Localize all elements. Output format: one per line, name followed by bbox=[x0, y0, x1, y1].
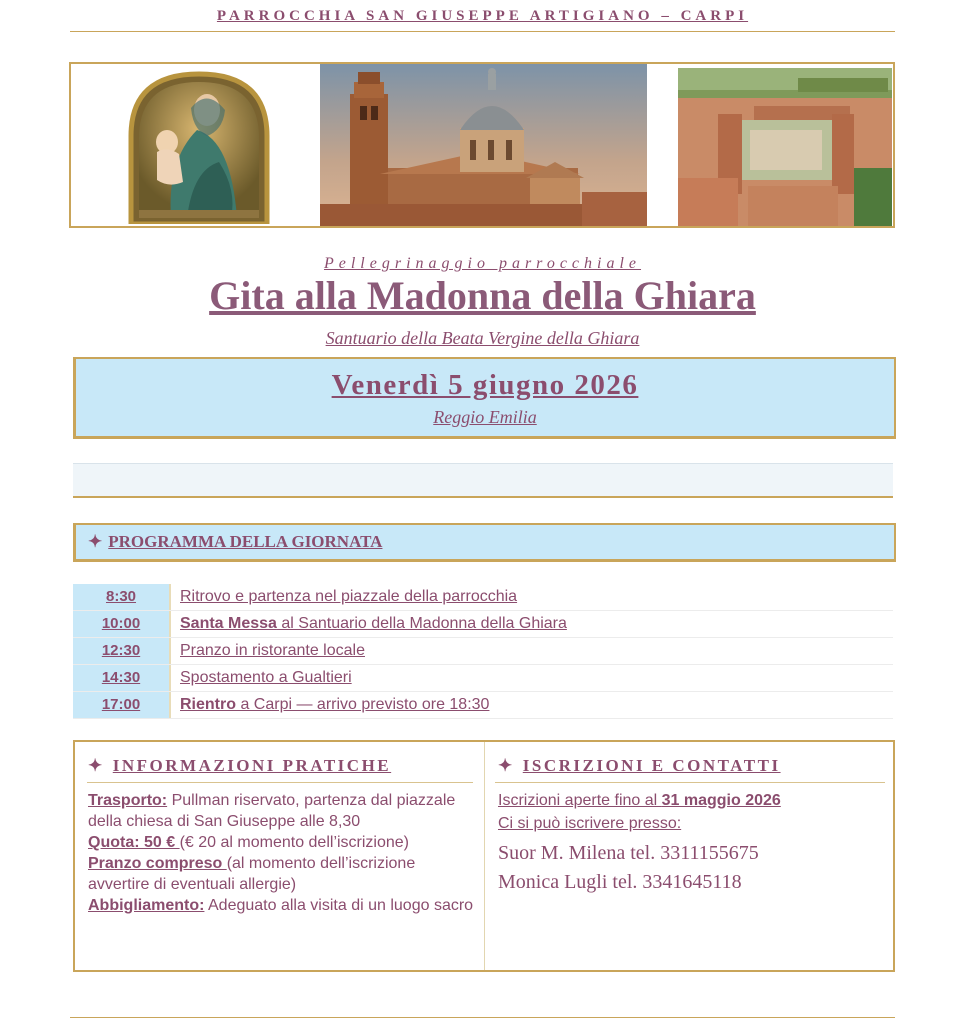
deadline-text: Iscrizioni aperte fino al bbox=[498, 792, 662, 809]
star-icon: ✦ bbox=[498, 756, 515, 775]
schedule-separator bbox=[169, 638, 171, 664]
schedule-text: al Santuario della Madonna della Ghiara bbox=[276, 615, 567, 632]
schedule-text: Spostamento a Gualtieri bbox=[180, 669, 352, 686]
dress-label: Abbigliamento: bbox=[88, 897, 205, 914]
schedule-time: 10:00 bbox=[73, 611, 169, 637]
header-divider bbox=[70, 31, 895, 32]
footer-divider bbox=[70, 1017, 895, 1018]
schedule-separator bbox=[169, 665, 171, 691]
info-box bbox=[73, 740, 895, 972]
program-heading bbox=[73, 523, 896, 562]
column-divider bbox=[484, 742, 485, 970]
schedule-separator bbox=[169, 692, 171, 718]
info-heading-rule bbox=[87, 782, 473, 783]
event-kind-subtitle: Pellegrinaggio parrocchiale bbox=[323, 255, 642, 272]
schedule-separator bbox=[169, 584, 171, 610]
dress-text: Adeguato alla visita di un luogo sacro bbox=[204, 897, 474, 914]
schedule-time: 8:30 bbox=[73, 584, 169, 610]
lunch-text: (al momento dell’iscrizione avvertire di eventuali allergie) bbox=[88, 855, 416, 893]
transport-info bbox=[88, 790, 476, 832]
schedule-time: 17:00 bbox=[73, 692, 169, 718]
registration-info bbox=[498, 790, 888, 834]
schedule-row bbox=[73, 665, 893, 692]
event-date: Venerdì 5 giugno 2026 bbox=[331, 369, 639, 401]
where-info: Ci si può iscrivere presso: bbox=[498, 815, 682, 832]
schedule-description bbox=[180, 692, 489, 718]
star-icon: ✦ bbox=[88, 756, 105, 775]
info-heading-label: INFORMAZIONI PRATICHE bbox=[112, 756, 392, 775]
spacer-band bbox=[73, 463, 893, 498]
schedule-text: Ritrovo e partenza nel piazzale della parrocchia bbox=[180, 588, 518, 605]
sanctuary-subtitle: Santuario della Beata Vergine della Ghiara bbox=[325, 328, 640, 348]
schedule-description bbox=[180, 611, 567, 637]
schedule-bold-text: Santa Messa bbox=[180, 615, 277, 632]
contacts-heading bbox=[498, 756, 781, 776]
schedule-description bbox=[180, 584, 517, 610]
schedule-description bbox=[180, 638, 365, 664]
photo-banner bbox=[69, 62, 895, 228]
schedule-row bbox=[73, 692, 893, 719]
parish-name: PARROCCHIA SAN GIUSEPPE ARTIGIANO – CARPI bbox=[216, 8, 749, 24]
lunch-label: Pranzo compreso bbox=[88, 855, 227, 872]
schedule-text: a Carpi — arrivo previsto ore 18:30 bbox=[236, 696, 490, 713]
contact-person: Monica Lugli tel. 3341645118 bbox=[498, 871, 742, 893]
schedule-description bbox=[180, 665, 352, 691]
contacts-heading-label: ISCRIZIONI E CONTATTI bbox=[522, 756, 781, 775]
event-place: Reggio Emilia bbox=[433, 407, 537, 427]
info-heading bbox=[88, 756, 391, 776]
date-box bbox=[73, 357, 896, 439]
fee-text: (€ 20 al momento dell’iscrizione) bbox=[179, 834, 410, 851]
transport-label: Trasporto: bbox=[88, 792, 168, 809]
schedule-bold-text: Rientro bbox=[180, 696, 236, 713]
aerial-view-photo bbox=[678, 68, 892, 226]
star-icon: ✦ bbox=[88, 532, 103, 551]
contacts-heading-rule bbox=[495, 782, 885, 783]
dress-info bbox=[88, 895, 476, 916]
schedule-separator bbox=[169, 611, 171, 637]
schedule-time: 14:30 bbox=[73, 665, 169, 691]
schedule-table bbox=[73, 584, 893, 719]
program-heading-label: PROGRAMMA DELLA GIORNATA bbox=[108, 532, 383, 551]
schedule-row bbox=[73, 611, 893, 638]
event-title: Gita alla Madonna della Ghiara bbox=[209, 273, 756, 318]
deadline-date: 31 maggio 2026 bbox=[661, 792, 781, 809]
fee-label: Quota: 50 € bbox=[88, 834, 180, 851]
schedule-row bbox=[73, 638, 893, 665]
basilica-photo bbox=[320, 64, 647, 226]
madonna-painting-image bbox=[127, 70, 271, 224]
schedule-text: Pranzo in ristorante locale bbox=[180, 642, 365, 659]
schedule-row bbox=[73, 584, 893, 611]
lunch-info bbox=[88, 853, 476, 895]
transport-text: Pullman riservato, partenza dal piazzale della chiesa di San Giuseppe alle 8,30 bbox=[88, 792, 456, 830]
fee-info bbox=[88, 832, 476, 853]
practical-info bbox=[88, 790, 476, 916]
deadline-info bbox=[498, 790, 888, 811]
contact-person: Suor M. Milena tel. 3311155675 bbox=[498, 842, 759, 864]
schedule-time: 12:30 bbox=[73, 638, 169, 664]
